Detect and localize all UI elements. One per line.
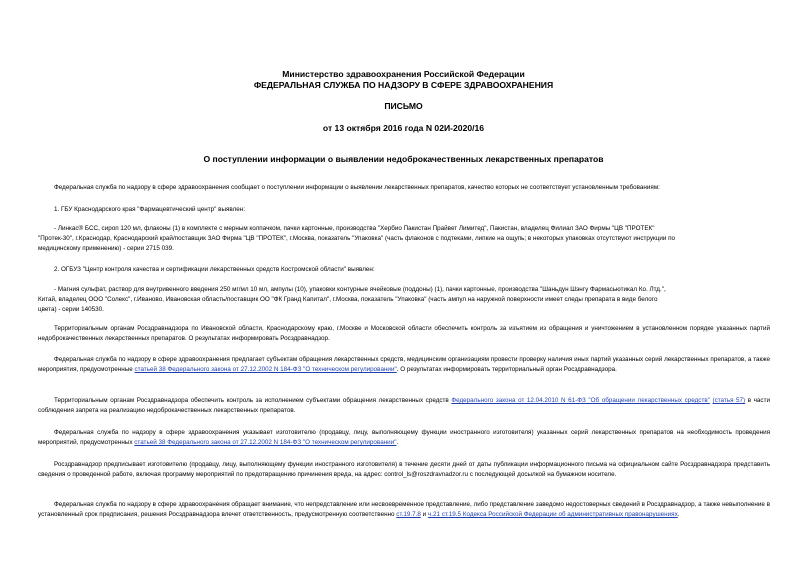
law-link-184-fz-2[interactable]: статьей 38 Федерального закона от 27.12.2002 N 184-ФЗ "О техническом регулировании" — [134, 439, 397, 446]
text-run: Федеральная служба по надзору в сфере здравоохранения предлагает субъектам обращения лекарственных средств, медицинским организациям провести проверку наличия иных партий указанных серий лекарственных препаратов, а также мероприятия, предусмотренные — [38, 356, 770, 373]
text-run: и — [420, 511, 428, 518]
paragraph-line: цвета) - серии 140530. — [38, 306, 104, 313]
paragraph-text — [38, 428, 770, 448]
paragraph-text — [38, 396, 770, 416]
paragraph-text: Территориальным органам Росздравнадзора по Ивановской области, Краснодарскому краю, г.Москве и Московской области обеспечить контроль за изъятием из обращения и уничтожением в установленном порядке указанных партий недоброкачественных лекарственных препаратов. О результатах информировать Росздравнадзор. — [38, 325, 770, 342]
text-run: Федеральная служба по надзору в сфере здравоохранения указывает изготовителю (продавцу, лицу, выполняющему функции иностранного изготовителя) указанных серий лекарственных препаратов на необходимость проведения мероприятий, предусмотренных — [38, 429, 770, 446]
paragraph-text: 1. ГБУ Краснодарского края "Фармацевтический центр" выявлен: — [54, 206, 246, 213]
paragraph-item-2 — [38, 265, 770, 275]
paragraph-line: - Линкас® БСС, сироп 120 мл, флаконы (1) в комплекте с мерным колпачком, пачки картонные, производства "Хербио Пакистан Прайвет Лимитед", Пакистан, владелец Филиал ЗАО Фирмы "ЦВ "ПРОТЕК" — [54, 225, 655, 232]
text-run: . — [396, 439, 399, 446]
code-link-19-7-8[interactable]: ст.19.7.8 — [396, 511, 421, 518]
subject-title: О поступлении информации о выявлении недоброкачественных лекарственных препаратов — [203, 154, 604, 164]
paragraph-text — [38, 355, 770, 375]
paragraph-inspection — [38, 355, 770, 375]
law-link-61-fz[interactable]: Федерального закона от 12.04.2010 N 61-ФЗ "Об обращении лекарственных средств" — [451, 397, 710, 404]
paragraph-text: 2. ОГБУЗ "Центр контроля качества и сертификации лекарственных средств Костромской области" выявлен: — [54, 266, 375, 273]
paragraph-manufacturer-notice — [38, 428, 770, 448]
paragraph-item-1-detail — [38, 224, 770, 254]
paragraph-liability — [38, 500, 770, 520]
date-number: от 13 октября 2016 года N 02И-2020/16 — [322, 123, 485, 133]
paragraph-line: медицинскому применению) - серии 2715 039. — [38, 245, 174, 252]
text-run: . О результатах информировать территориальный орган Росздравнадзора. — [396, 366, 617, 373]
code-link-19-5[interactable]: ч.21 ст.19.5 Кодекса Российской Федерации об административных правонарушениях — [427, 511, 678, 518]
text-run: Территориальным органам Росздравнадзора обеспечить контроль за исполнением субъектами обращения лекарственных средств — [54, 397, 452, 404]
paragraph-item-2-detail — [38, 285, 770, 315]
law-link-article-57[interactable]: (статья 57) — [712, 397, 746, 404]
text-run: в части соблюдения запрета на реализацию недоброкачественных лекарственных препаратов. — [38, 397, 770, 414]
paragraph-text — [38, 500, 770, 520]
paragraph-enforcement — [38, 396, 770, 416]
doc-type: ПИСЬМО — [384, 101, 423, 111]
paragraph-line: "Протек-30", г.Краснодар, Краснодарский край/поставщик ЗАО Фирма "ЦВ "ПРОТЕК", г.Москва, показатель "Упаковка" (часть флаконов с подтеками, липкие на ощупь; в некоторых упаковках отсутствуют инструкции по — [38, 235, 676, 242]
paragraph-line: Китай, владелец ООО "Солекс", г.Иваново, Ивановская область/поставщик ОО "ФК Гранд Капитал", г.Москва, показатель "Упаковка" (часть ампул на наружной поверхности имеет следы препарата в виде белого — [38, 296, 658, 303]
paragraph-item-1 — [38, 205, 770, 215]
service-name: ФЕДЕРАЛЬНАЯ СЛУЖБА ПО НАДЗОРУ В СФЕРЕ ЗДРАВООХРАНЕНИЯ — [253, 80, 554, 90]
paragraph-line: - Магния сульфат, раствор для внутривенного введения 250 мг/мл 10 мл, ампулы (10), упаковки контурные ячейковые (поддоны) (1), пачки картонные, производства "Шаньдун Шэнгу Фармасьютикал Ко. Лтд.", — [54, 286, 666, 293]
ministry-name: Министерство здравоохранения Российской Федерации — [282, 69, 525, 79]
paragraph-text: Росздравнадзор предписывает изготовителю (продавцу, лицу, выполняющему функции иностранного изготовителя) в течение десяти дней от даты публикации информационного письма на официальном сайте Росздравнадзора представить сведения о проведенной работе, включая программу мероприятий по предотвращению причинения вреда, на адрес: control_ls@roszdravnadzor.ru с последующей досылкой на бумажном носителе. — [38, 461, 770, 478]
paragraph-intro — [38, 183, 770, 193]
paragraph-territorial-control — [38, 324, 770, 344]
law-link-184-fz[interactable]: статьей 38 Федерального закона от 27.12.2002 N 184-ФЗ "О техническом регулировании" — [134, 366, 397, 373]
document-header — [0, 69, 807, 91]
paragraph-text: Федеральная служба по надзору в сфере здравоохранения сообщает о поступлении информации о выявлении лекарственных препаратов, качество которых не соответствует установленным требованиям: — [54, 184, 660, 191]
text-run: Федеральная служба по надзору в сфере здравоохранения обращает внимание, что непредставление или несвоевременное представление, либо представление заведомо недостоверных сведений в Росздравнадзор, а также невыполнение в установленный срок предписания, решения Росздравнадзора влечет ответственность, предусмотренную соответственно — [38, 501, 770, 518]
paragraph-prescription — [38, 460, 770, 480]
text-run: . — [677, 511, 680, 518]
